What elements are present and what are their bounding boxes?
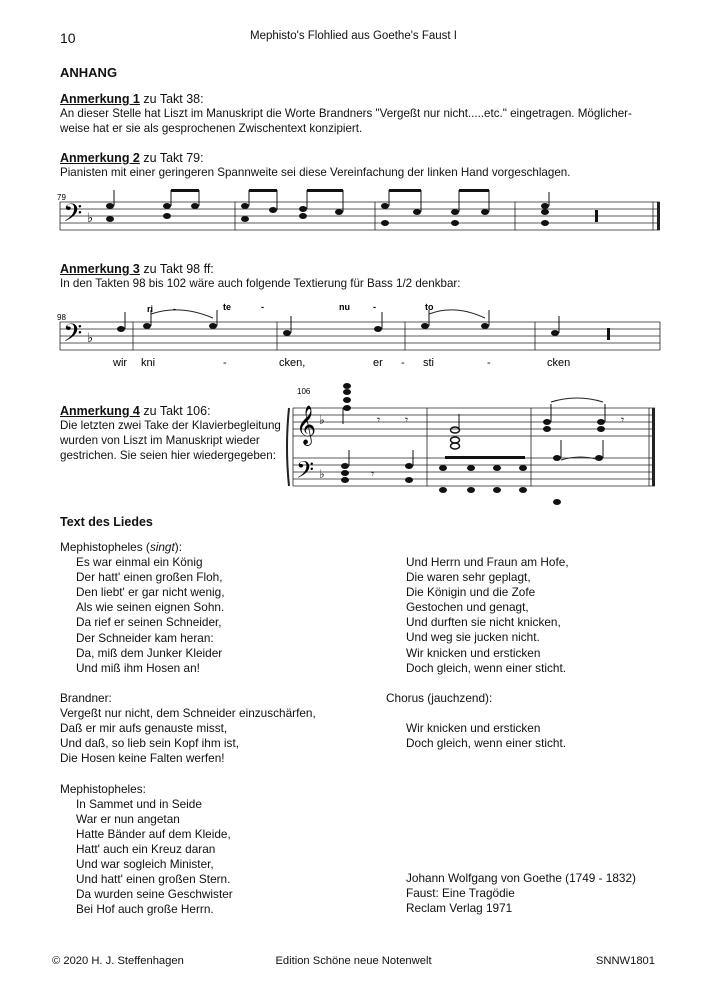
note-1-ref: zu Takt 38:: [139, 92, 204, 106]
upper-lyric: -: [373, 302, 376, 312]
note-4-text-line: wurden von Liszt im Manuskript wieder: [60, 434, 260, 447]
verse-line: Doch gleich, wenn einer sticht.: [406, 660, 566, 675]
verse-line: Als wie seinen eignen Sohn.: [76, 600, 225, 615]
lower-lyric: -: [487, 357, 491, 369]
verse-line: Und miß ihm Hosen an!: [76, 660, 200, 675]
bass-clef-icon: 𝄢: [296, 457, 315, 488]
note-4: [60, 404, 281, 463]
poem-right-column: [406, 555, 666, 676]
verse-line: Der hatt' einen großen Floh,: [76, 570, 223, 585]
treble-clef-icon: 𝄞: [296, 406, 317, 444]
svg-text:𝄾: 𝄾: [621, 413, 625, 427]
music-grand-staff-106: [285, 378, 665, 518]
chorus-label: Chorus (jauchzend):: [386, 691, 493, 705]
speaker-line: Brandner:: [60, 690, 112, 705]
lower-lyric: kni: [141, 357, 156, 369]
verse-line: Und Herrn und Fraun am Hofe,: [406, 555, 569, 569]
music-notes: [117, 310, 610, 340]
verse-line: Da wurden seine Geschwister: [76, 887, 233, 902]
measure-number: 98: [57, 313, 66, 322]
verse-line: Gestochen und genagt,: [406, 600, 529, 615]
verse-line: Bei Hof auch große Herrn.: [76, 902, 214, 917]
svg-text:𝄾: 𝄾: [371, 467, 375, 481]
appendix-title: ANHANG: [60, 65, 118, 80]
verse-line: Und durften sie nicht knicken,: [406, 615, 561, 630]
footer-catalog: SNNW1801: [595, 955, 655, 967]
running-title: Mephisto's Flohlied aus Goethe's Faust I: [249, 30, 458, 42]
note-4-title: Anmerkung 4: [60, 404, 140, 418]
note-2-text-line: Pianisten mit einer geringeren Spannweite sei diese Vereinfachung der linken Hand vorgeschlagen.: [60, 166, 571, 179]
verse-line: Da, miß dem Junker Kleider: [76, 645, 223, 660]
measure-number: 106: [297, 387, 311, 396]
note-2-title: Anmerkung 2: [60, 151, 140, 165]
note-3-title: Anmerkung 3: [60, 262, 140, 276]
lower-lyric: cken,: [279, 357, 306, 369]
bass-clef-icon: 𝄢: [63, 200, 83, 233]
footer-publisher: Edition Schöne neue Notenwelt: [275, 955, 432, 967]
verse-line: Die waren sehr geplagt,: [406, 570, 531, 585]
svg-text:𝄾: 𝄾: [377, 413, 381, 427]
svg-text:𝄾: 𝄾: [405, 413, 409, 427]
verse-line: In Sammet und in Seide: [76, 796, 202, 811]
verse-line: Wir knicken und ersticken: [406, 721, 541, 735]
measure-number: 79: [57, 193, 66, 202]
bass-clef-icon: 𝄢: [63, 320, 83, 353]
lower-lyric: -: [401, 357, 405, 369]
verse-line: Und daß, so lieb sein Kopf ihm ist,: [60, 736, 240, 751]
flat-icon: ♭: [319, 413, 325, 427]
flat-icon: ♭: [87, 330, 94, 345]
chorus-block: [406, 721, 666, 751]
lower-lyric: er: [373, 357, 383, 369]
verse-line: Und weg sie jucken nicht.: [406, 630, 540, 645]
lower-lyric: -: [223, 357, 227, 369]
source-citation: [406, 871, 686, 916]
note-1-text-line: weise hat er sie als gesprochenen Zwischentext konzipiert.: [60, 122, 363, 135]
verse-line: Und hatt' einen großen Stern.: [76, 872, 231, 887]
upper-lyric: ri: [147, 304, 154, 314]
note-3-ref: zu Takt 98 ff:: [139, 262, 214, 276]
spacer: [60, 766, 390, 781]
speaker-line: Mephistopheles:: [60, 781, 146, 796]
verse-line: Die Königin und die Zofe: [406, 585, 536, 600]
source-line: Reclam Verlag 1971: [406, 901, 513, 916]
upper-lyric: -: [173, 304, 176, 314]
music-notes: [341, 383, 624, 505]
note-3: [60, 262, 460, 291]
verse-line: Wir knicken und ersticken: [406, 645, 541, 660]
tie: [561, 457, 599, 460]
source-line: Faust: Eine Tragödie: [406, 886, 515, 901]
upper-lyric: to: [425, 302, 434, 312]
upper-lyric: -: [261, 302, 264, 312]
tie: [551, 398, 603, 402]
source-line: Johann Wolfgang von Goethe (1749 - 1832): [406, 871, 636, 885]
note-3-text-line: In den Takten 98 bis 102 wäre auch folgende Textierung für Bass 1/2 denkbar:: [60, 277, 461, 290]
music-staff-98: [55, 300, 665, 372]
verse-line: Daß er mir aufs genauste misst,: [60, 721, 228, 736]
verse-line: Doch gleich, wenn einer sticht.: [406, 736, 566, 751]
music-notes: [106, 189, 598, 226]
slur: [151, 310, 213, 318]
lyrics-section-title: Text des Liedes: [60, 515, 153, 529]
music-staff-79: [55, 182, 665, 252]
verse-line: Der Schneider kam heran:: [76, 630, 214, 645]
slur: [429, 310, 485, 318]
note-1: [60, 92, 632, 136]
spacer: [60, 676, 390, 691]
note-1-text-line: An dieser Stelle hat Liszt im Manuskript die Worte Brandners "Vergeßt nur nicht.....etc." eingetragen. Möglicher-: [60, 107, 632, 120]
verse-line: War er nun angetan: [76, 811, 180, 826]
lower-lyric: wir: [113, 357, 128, 369]
speaker-line: Mephistopheles (singt):: [60, 540, 182, 554]
note-4-text-line: gestrichen. Sie seien hier wiedergegeben:: [60, 449, 276, 462]
upper-lyric: te: [223, 302, 232, 312]
verse-line: Und war sogleich Minister,: [76, 856, 214, 871]
note-4-text-line: Die letzten zwei Take der Klavierbegleitung: [60, 419, 281, 432]
note-2-ref: zu Takt 79:: [139, 151, 204, 165]
note-1-title: Anmerkung 1: [60, 92, 140, 106]
verse-line: Es war einmal ein König: [76, 555, 203, 570]
note-4-ref: zu Takt 106:: [139, 404, 211, 418]
flat-icon: ♭: [319, 467, 325, 481]
verse-line: Hatt' auch ein Kreuz daran: [76, 841, 216, 856]
verse-line: Vergeßt nur nicht, dem Schneider einzuschärfen,: [60, 706, 316, 721]
upper-lyric: nu: [339, 302, 350, 312]
verse-line: Die Hosen keine Falten werfen!: [60, 751, 225, 766]
page-number: 10: [60, 30, 76, 46]
brace: [287, 408, 289, 486]
poem-left-column: [60, 540, 390, 917]
flat-icon: ♭: [87, 210, 94, 225]
note-2: [60, 151, 570, 180]
footer-copyright: © 2020 H. J. Steffenhagen: [52, 955, 184, 967]
verse-line: Hatte Bänder auf dem Kleide,: [76, 826, 231, 841]
verse-line: Da rief er seinen Schneider,: [76, 615, 222, 630]
lower-lyric: sti: [423, 357, 434, 369]
verse-line: Den liebt' er gar nicht wenig,: [76, 585, 225, 600]
lower-lyric: cken: [547, 357, 571, 369]
